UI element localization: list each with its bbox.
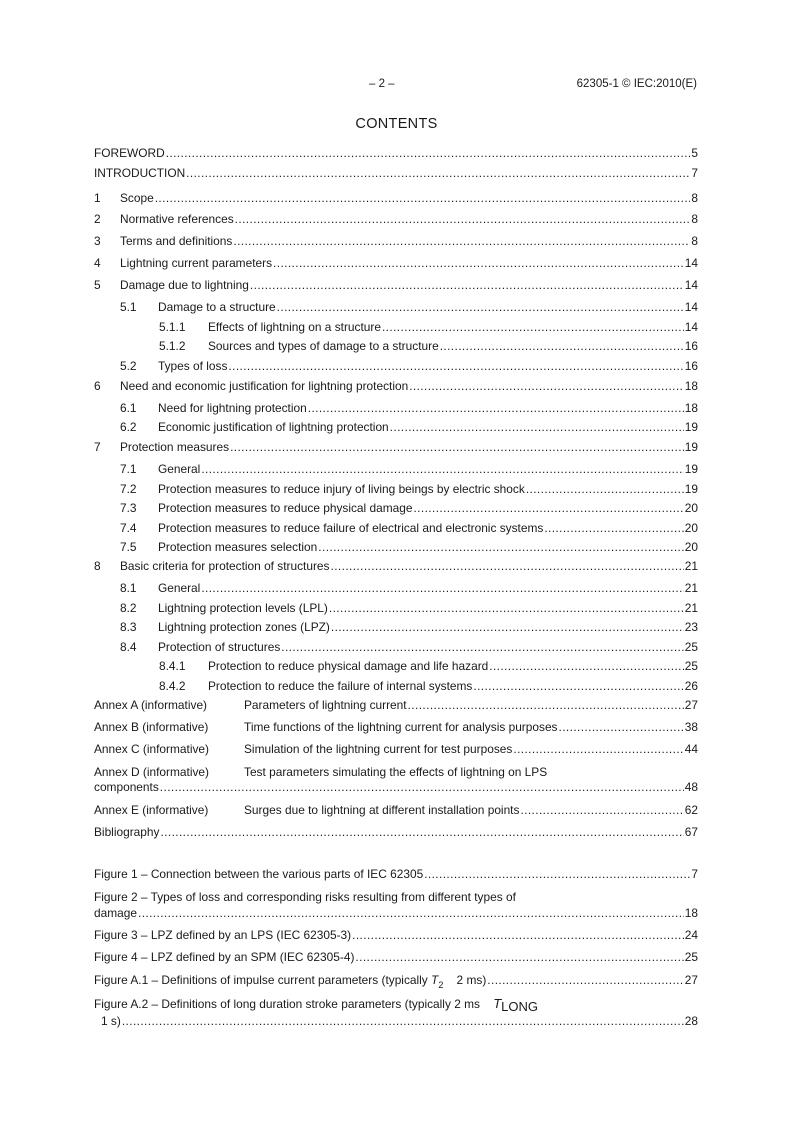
dot-leader bbox=[424, 867, 690, 881]
toc-entry-2[interactable] bbox=[94, 212, 698, 227]
toc-number: 7.3 bbox=[120, 501, 137, 515]
toc-label: Protection to reduce physical damage and life hazard bbox=[208, 659, 489, 673]
toc-entry-annex-d-line2[interactable] bbox=[94, 780, 698, 795]
toc-entry-annex-d-line1[interactable] bbox=[94, 765, 698, 780]
dot-leader bbox=[281, 640, 684, 654]
toc-number: 8.4.1 bbox=[159, 659, 186, 673]
toc-entry-8-4-2[interactable] bbox=[159, 679, 698, 694]
toc-label: Types of loss bbox=[158, 359, 228, 373]
toc-number: Annex A (informative) bbox=[94, 698, 208, 712]
toc-entry-bibliography[interactable] bbox=[94, 825, 698, 840]
symbol-t: T bbox=[431, 973, 439, 987]
toc-page: 14 bbox=[684, 256, 698, 270]
dot-leader bbox=[440, 339, 684, 353]
toc-number: Annex B (informative) bbox=[94, 720, 209, 734]
toc-label: Protection to reduce the failure of internal systems bbox=[208, 679, 473, 693]
figure-label-continued: 1 s) bbox=[101, 1014, 121, 1028]
toc-page: 14 bbox=[684, 320, 698, 334]
toc-label: Protection measures bbox=[120, 440, 230, 454]
toc-page: 67 bbox=[684, 825, 698, 839]
toc-label: FOREWORD bbox=[94, 146, 165, 160]
toc-number: 3 bbox=[94, 234, 101, 248]
dot-leader bbox=[487, 973, 683, 987]
page-number: – 2 – bbox=[369, 78, 395, 90]
figure-label-part: 2 ms) bbox=[456, 973, 487, 987]
figure-page: 7 bbox=[691, 867, 698, 881]
figure-label-continued: damage bbox=[94, 906, 137, 920]
dot-leader bbox=[329, 601, 684, 615]
toc-entry-5-2[interactable] bbox=[120, 359, 698, 374]
toc-entry-3[interactable] bbox=[94, 234, 698, 249]
toc-label: Protection measures to reduce failure of electrical and electronic systems bbox=[158, 521, 544, 535]
dot-leader bbox=[544, 521, 683, 535]
toc-page: 25 bbox=[684, 640, 698, 654]
dot-leader bbox=[122, 1014, 684, 1028]
toc-number: 7.5 bbox=[120, 540, 137, 554]
toc-entry-annex-e[interactable] bbox=[94, 803, 698, 818]
toc-page: 20 bbox=[684, 540, 698, 554]
dot-leader bbox=[473, 679, 683, 693]
dot-leader bbox=[155, 191, 691, 205]
figure-entry-a1[interactable] bbox=[94, 973, 698, 988]
dot-leader bbox=[331, 620, 684, 634]
toc-label: General bbox=[158, 462, 201, 476]
toc-label-continued: components bbox=[94, 780, 159, 794]
toc-number: 7.1 bbox=[120, 462, 137, 476]
toc-number: 5.1 bbox=[120, 300, 137, 314]
toc-entry-annex-b[interactable] bbox=[94, 720, 698, 735]
dot-leader bbox=[413, 501, 683, 515]
toc-entry-7-3[interactable] bbox=[120, 501, 698, 516]
dot-leader bbox=[390, 420, 684, 434]
dot-leader bbox=[160, 825, 683, 839]
figure-entry-4[interactable] bbox=[94, 950, 698, 965]
toc-page: 20 bbox=[684, 501, 698, 515]
dot-leader bbox=[308, 401, 684, 415]
toc-entry-8-1[interactable] bbox=[120, 581, 698, 596]
toc-label: Protection measures selection bbox=[158, 540, 318, 554]
figure-page: 27 bbox=[684, 973, 698, 987]
toc-number: 6 bbox=[94, 379, 101, 393]
toc-page: 21 bbox=[684, 581, 698, 595]
toc-page: 16 bbox=[684, 359, 698, 373]
document-id: 62305-1 © IEC:2010(E) bbox=[576, 78, 697, 90]
toc-entry-5[interactable] bbox=[94, 278, 698, 293]
toc-entry-7[interactable] bbox=[94, 440, 698, 455]
toc-entry-5-1-2[interactable] bbox=[159, 339, 698, 354]
toc-entry-7-2[interactable] bbox=[120, 482, 698, 497]
toc-entry-6[interactable] bbox=[94, 379, 698, 394]
toc-number: 7.2 bbox=[120, 482, 137, 496]
dot-leader bbox=[520, 803, 683, 817]
dot-leader bbox=[235, 212, 691, 226]
toc-label: Bibliography bbox=[94, 825, 160, 839]
toc-page: 25 bbox=[684, 659, 698, 673]
toc-number: 5 bbox=[94, 278, 101, 292]
toc-entry-foreword[interactable] bbox=[94, 146, 698, 161]
toc-label: Damage to a structure bbox=[158, 300, 276, 314]
dot-leader bbox=[228, 359, 683, 373]
toc-entry-5-1-1[interactable] bbox=[159, 320, 698, 335]
toc-entry-annex-a[interactable] bbox=[94, 698, 698, 713]
dot-leader bbox=[355, 950, 683, 964]
dot-leader bbox=[352, 928, 684, 942]
dot-leader bbox=[186, 166, 690, 180]
toc-entry-6-2[interactable] bbox=[120, 420, 698, 435]
toc-entry-8[interactable] bbox=[94, 559, 698, 574]
toc-entry-4[interactable] bbox=[94, 256, 698, 271]
toc-label: Protection of structures bbox=[158, 640, 281, 654]
toc-label: Test parameters simulating the effects of lightning on LPS bbox=[244, 765, 548, 779]
toc-entry-8-4[interactable] bbox=[120, 640, 698, 655]
figure-entry-a2-line1[interactable] bbox=[94, 997, 698, 1012]
toc-number: 6.1 bbox=[120, 401, 137, 415]
toc-label: General bbox=[158, 581, 201, 595]
toc-label: Effects of lightning on a structure bbox=[208, 320, 381, 334]
toc-page: 18 bbox=[684, 379, 698, 393]
dot-leader bbox=[318, 540, 683, 554]
toc-page: 62 bbox=[684, 803, 698, 817]
figure-page: 24 bbox=[684, 928, 698, 942]
toc-label: Lightning protection zones (LPZ) bbox=[158, 620, 330, 634]
toc-label: Need for lightning protection bbox=[158, 401, 307, 415]
toc-label: Lightning current parameters bbox=[120, 256, 273, 270]
dot-leader bbox=[331, 559, 684, 573]
dot-leader bbox=[233, 234, 690, 248]
toc-label: Terms and definitions bbox=[120, 234, 233, 248]
toc-number: 8 bbox=[94, 559, 101, 573]
toc-entry-8-2[interactable] bbox=[120, 601, 698, 616]
dot-leader bbox=[559, 720, 684, 734]
toc-label: Normative references bbox=[120, 212, 234, 226]
toc-label: Basic criteria for protection of structures bbox=[120, 559, 330, 573]
toc-page: 44 bbox=[684, 742, 698, 756]
toc-entry-annex-c[interactable] bbox=[94, 742, 698, 757]
toc-page: 8 bbox=[691, 191, 698, 205]
dot-leader bbox=[201, 462, 683, 476]
toc-number: 6.2 bbox=[120, 420, 137, 434]
toc-number: 5.2 bbox=[120, 359, 137, 373]
toc-number: 8.4 bbox=[120, 640, 137, 654]
toc-entry-7-1[interactable] bbox=[120, 462, 698, 477]
toc-page: 19 bbox=[684, 440, 698, 454]
toc-page: 26 bbox=[684, 679, 698, 693]
toc-page: 20 bbox=[684, 521, 698, 535]
toc-number: 7.4 bbox=[120, 521, 137, 535]
toc-label: Protection measures to reduce physical damage bbox=[158, 501, 413, 515]
figure-label: Figure 2 – Types of loss and corresponding risks resulting from different types of bbox=[94, 890, 516, 904]
toc-page: 18 bbox=[684, 401, 698, 415]
toc-number: 2 bbox=[94, 212, 101, 226]
toc-number: 8.2 bbox=[120, 601, 137, 615]
toc-page: 38 bbox=[684, 720, 698, 734]
toc-page: 8 bbox=[691, 234, 698, 248]
dot-leader bbox=[408, 698, 684, 712]
toc-page: 19 bbox=[684, 482, 698, 496]
toc-number: 8.1 bbox=[120, 581, 137, 595]
figure-entry-2-line1[interactable] bbox=[94, 890, 698, 905]
toc-number: Annex C (informative) bbox=[94, 742, 209, 756]
toc-page: 23 bbox=[684, 620, 698, 634]
toc-page: 19 bbox=[684, 420, 698, 434]
toc-label: Damage due to lightning bbox=[120, 278, 249, 292]
figure-page: 25 bbox=[684, 950, 698, 964]
toc-page: 19 bbox=[684, 462, 698, 476]
figure-label-part: Figure A.1 – Definitions of impulse current parameters (typically bbox=[94, 973, 432, 987]
toc-page: 27 bbox=[684, 698, 698, 712]
toc-label: Sources and types of damage to a structure bbox=[208, 339, 439, 353]
dot-leader bbox=[250, 278, 684, 292]
toc-label: Economic justification of lightning protection bbox=[158, 420, 389, 434]
figure-page: 18 bbox=[684, 906, 698, 920]
toc-label: Scope bbox=[120, 191, 154, 205]
toc-page: 7 bbox=[691, 166, 698, 180]
dot-leader bbox=[277, 300, 684, 314]
toc-label: Simulation of the lightning current for test purposes bbox=[244, 742, 513, 756]
toc-entry-6-1[interactable] bbox=[120, 401, 698, 416]
dot-leader bbox=[526, 482, 684, 496]
toc-page: 14 bbox=[684, 300, 698, 314]
figure-label bbox=[94, 973, 486, 988]
toc-page: 21 bbox=[684, 559, 698, 573]
dot-leader bbox=[138, 906, 684, 920]
toc-page: 14 bbox=[684, 278, 698, 292]
toc-number: 4 bbox=[94, 256, 101, 270]
toc-number: Annex D (informative) bbox=[94, 765, 209, 779]
dot-leader bbox=[201, 581, 683, 595]
figure-label: Figure 3 – LPZ defined by an LPS (IEC 62305-3) bbox=[94, 928, 352, 942]
toc-label: Protection measures to reduce injury of living beings by electric shock bbox=[158, 482, 525, 496]
toc-number: 1 bbox=[94, 191, 101, 205]
toc-label: INTRODUCTION bbox=[94, 166, 186, 180]
toc-label: Need and economic justification for lightning protection bbox=[120, 379, 409, 393]
dot-leader bbox=[230, 440, 684, 454]
toc-entry-7-5[interactable] bbox=[120, 540, 698, 555]
toc-entry-8-3[interactable] bbox=[120, 620, 698, 635]
figure-label: Figure 1 – Connection between the various parts of IEC 62305 bbox=[94, 867, 424, 881]
figure-page: 28 bbox=[684, 1014, 698, 1028]
toc-label: Surges due to lightning at different installation points bbox=[244, 803, 520, 817]
toc-page: 21 bbox=[684, 601, 698, 615]
toc-number: Annex E (informative) bbox=[94, 803, 209, 817]
toc-page: 8 bbox=[691, 212, 698, 226]
dot-leader bbox=[409, 379, 684, 393]
toc-label: Parameters of lightning current bbox=[244, 698, 407, 712]
symbol-subscript: 2 bbox=[438, 980, 444, 990]
dot-leader bbox=[489, 659, 684, 673]
toc-number: 8.3 bbox=[120, 620, 137, 634]
page-header bbox=[0, 78, 793, 94]
toc-label: Time functions of the lightning current for analysis purposes bbox=[244, 720, 558, 734]
toc-entry-introduction[interactable] bbox=[94, 166, 698, 181]
toc-number: 7 bbox=[94, 440, 101, 454]
dot-leader bbox=[160, 780, 684, 794]
toc-number: 8.4.2 bbox=[159, 679, 186, 693]
toc-entry-5-1[interactable] bbox=[120, 300, 698, 315]
toc-page: 5 bbox=[691, 146, 698, 160]
figure-entry-2-line2[interactable] bbox=[94, 906, 698, 921]
toc-number: 5.1.2 bbox=[159, 339, 186, 353]
toc-entry-8-4-1[interactable] bbox=[159, 659, 698, 674]
figure-label: Figure 4 – LPZ defined by an SPM (IEC 62305-4) bbox=[94, 950, 355, 964]
toc-page: 48 bbox=[684, 780, 698, 794]
toc-number: 5.1.1 bbox=[159, 320, 186, 334]
dot-leader bbox=[513, 742, 683, 756]
symbol-subscript: LONG bbox=[501, 999, 538, 1014]
toc-entry-1[interactable] bbox=[94, 191, 698, 206]
page-title: CONTENTS bbox=[355, 116, 438, 132]
toc-entry-7-4[interactable] bbox=[120, 521, 698, 536]
dot-leader bbox=[166, 146, 691, 160]
symbol-t: T bbox=[493, 996, 502, 1011]
toc-label: Lightning protection levels (LPL) bbox=[158, 601, 328, 615]
dot-leader bbox=[273, 256, 684, 270]
figure-entry-3[interactable] bbox=[94, 928, 698, 943]
dot-leader bbox=[382, 320, 684, 334]
figure-entry-a2-line2[interactable] bbox=[94, 1014, 698, 1029]
toc-page: 16 bbox=[684, 339, 698, 353]
figure-entry-1[interactable] bbox=[94, 867, 698, 882]
figure-label: Figure A.2 – Definitions of long duration stroke parameters (typically 2 ms bbox=[94, 997, 480, 1011]
